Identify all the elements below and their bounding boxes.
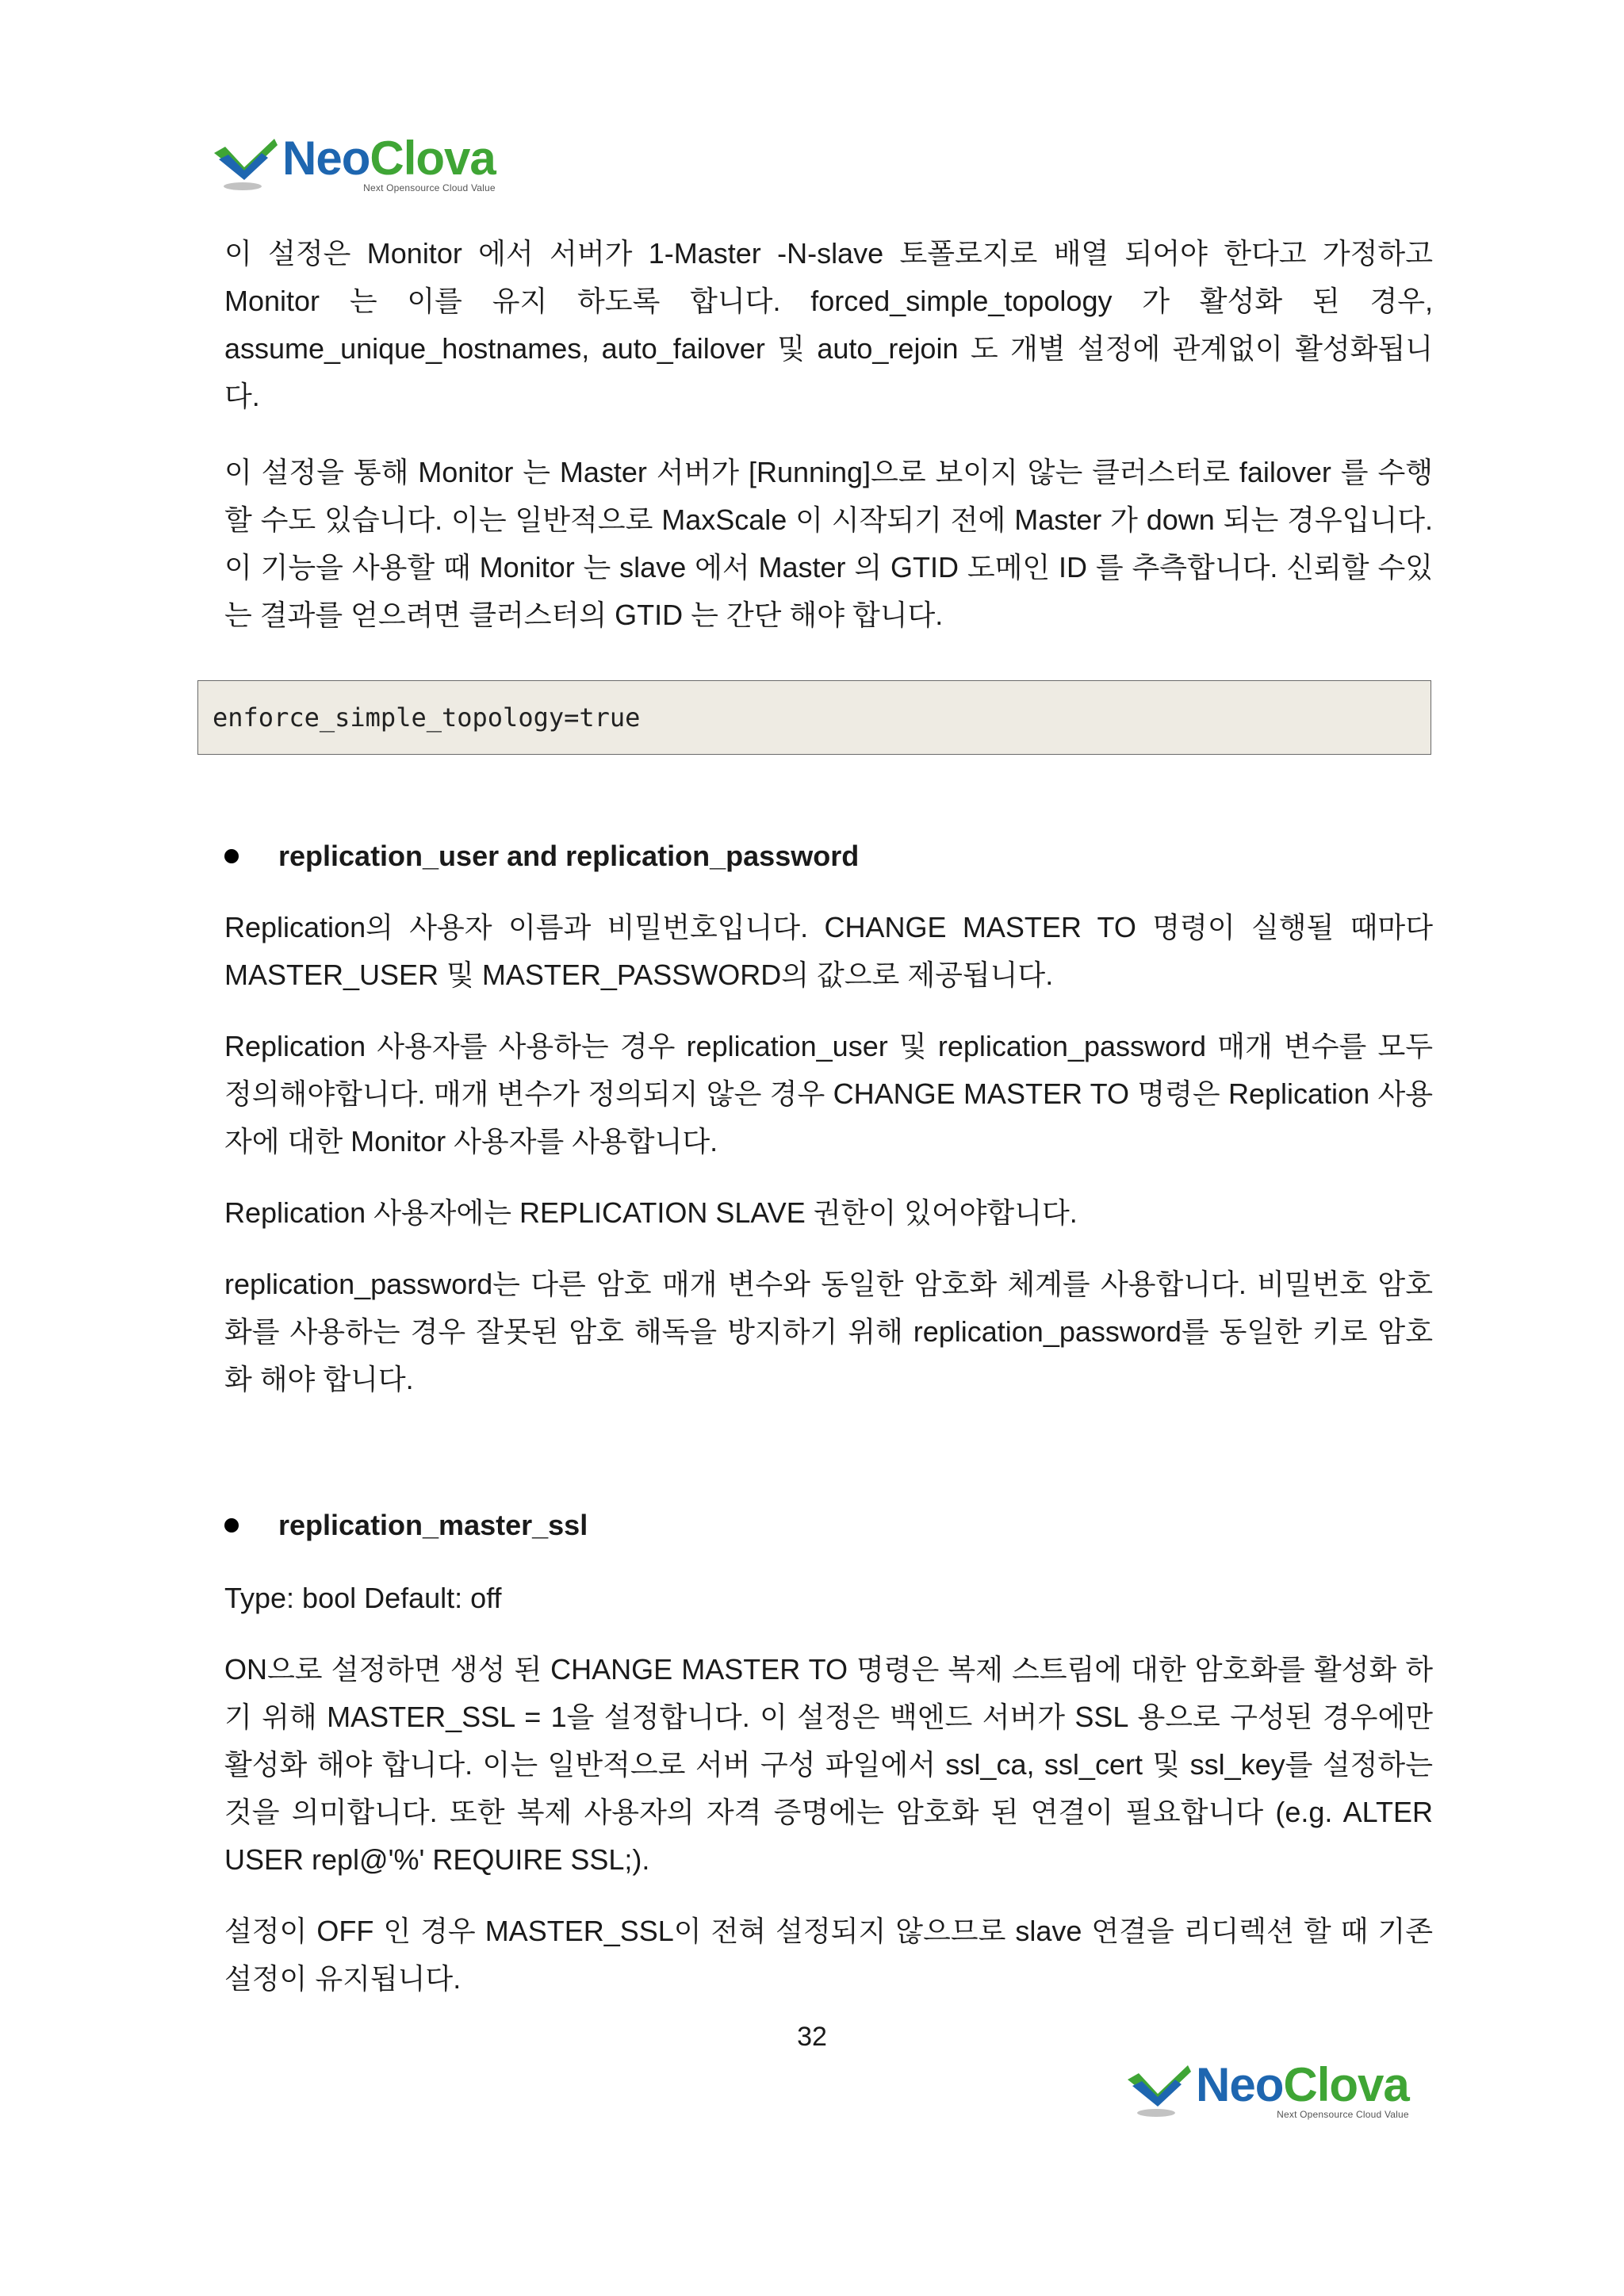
- paragraph: ON으로 설정하면 생성 된 CHANGE MASTER TO 명령은 복제 스트림에 대한 암호화를 활성화 하기 위해 MASTER_SSL = 1을 설정합니다. 이 설정은 백엔드 서버가 SSL 용으로 구성된 경우에만 활성화 해야 합니다. 이는 일반적으로 서버 구성 파일에서 ssl_ca, ssl_cert 및 ssl_key를 설정하는 것을 의미합니다. 또한 복제 사용자의 자격 증명에는 암호화 된 연결이 필요합니다 (e.g. ALTER USER repl@'%' REQUIRE SSL;).: [224, 1653, 1433, 1876]
- paragraph-failover: 이 설정을 통해 Monitor 는 Master 서버가 [Running]으로 보이지 않는 클러스터로 failover 를 수행 할 수도 있습니다. 이는 일반적으로 MaxScale 이 시작되기 전에 Master 가 down 되는 경우입니다. 이 기능을 사용할 때 Monitor 는 slave 에서 Master 의 GTID 도메인 ID 를 추측합니다. 신뢰할 수있는 결과를 얻으려면 클러스터의 GTID 는 간단 해야 합니다.: [224, 456, 1433, 631]
- bullet-icon: [224, 1518, 239, 1533]
- code-block: [197, 680, 1431, 755]
- bullet-icon: [224, 849, 239, 863]
- logo-text-clova: Clova: [370, 132, 496, 185]
- neoclova-logo-icon: [211, 136, 279, 193]
- logo-tagline: Next Opensource Cloud Value: [1277, 2109, 1409, 2120]
- paragraph-topology: 이 설정은 Monitor 에서 서버가 1-Master -N-slave 토폴로지로 배열 되어야 한다고 가정하고 Monitor 는 이를 유지 하도록 합니다. forced_simple_topology 가 활성화 된 경우, assume_unique_hostnames, auto_failover 및 auto_rejoin 도 개별 설정에 관계없이 활성화됩니다.: [224, 237, 1433, 412]
- section-title: replication_user and replication_password: [278, 840, 860, 872]
- paragraph: 설정이 OFF 인 경우 MASTER_SSL이 전혀 설정되지 않으므로 slave 연결을 리디렉션 할 때 기존 설정이 유지됩니다.: [224, 1915, 1433, 1995]
- page-number: 32: [797, 2022, 827, 2052]
- logo-text-neo: Neo: [1196, 2058, 1284, 2111]
- document-body: [213, 230, 1433, 2003]
- logo-text-neo: Neo: [282, 132, 370, 185]
- paragraph: Replication 사용자를 사용하는 경우 replication_user 및 replication_password 매개 변수를 모두 정의해야합니다. 매개 변수가 정의되지 않은 경우 CHANGE MASTER TO 명령은 Replication 사용자에 대한 Monitor 사용자를 사용합니다.: [224, 1030, 1433, 1158]
- company-logo-footer: [1124, 2058, 1409, 2120]
- paragraph-type-default: Type: bool Default: off: [224, 1582, 502, 1614]
- paragraph: Replication 사용자에는 REPLICATION SLAVE 권한이 있어야합니다.: [224, 1196, 1078, 1229]
- paragraph: Replication의 사용자 이름과 비밀번호입니다. CHANGE MASTER TO 명령이 실행될 때마다 MASTER_USER 및 MASTER_PASSWORD의 값으로 제공됩니다.: [224, 911, 1433, 991]
- logo-tagline: Next Opensource Cloud Value: [363, 182, 496, 193]
- section-title: replication_master_ssl: [278, 1509, 588, 1541]
- section-heading-replication-user: [224, 832, 1433, 880]
- paragraph: replication_password는 다른 암호 매개 변수와 동일한 암호화 체계를 사용합니다. 비밀번호 암호화를 사용하는 경우 잘못된 암호 해독을 방지하기 위해 replication_password를 동일한 키로 암호화 해야 합니다.: [224, 1268, 1433, 1395]
- neoclova-logo-icon: [1124, 2062, 1193, 2119]
- section-heading-replication-master-ssl: [224, 1502, 1433, 1549]
- company-logo: [211, 132, 496, 193]
- logo-text-clova: Clova: [1283, 2058, 1409, 2111]
- code-text: enforce_simple_topology=true: [213, 702, 641, 733]
